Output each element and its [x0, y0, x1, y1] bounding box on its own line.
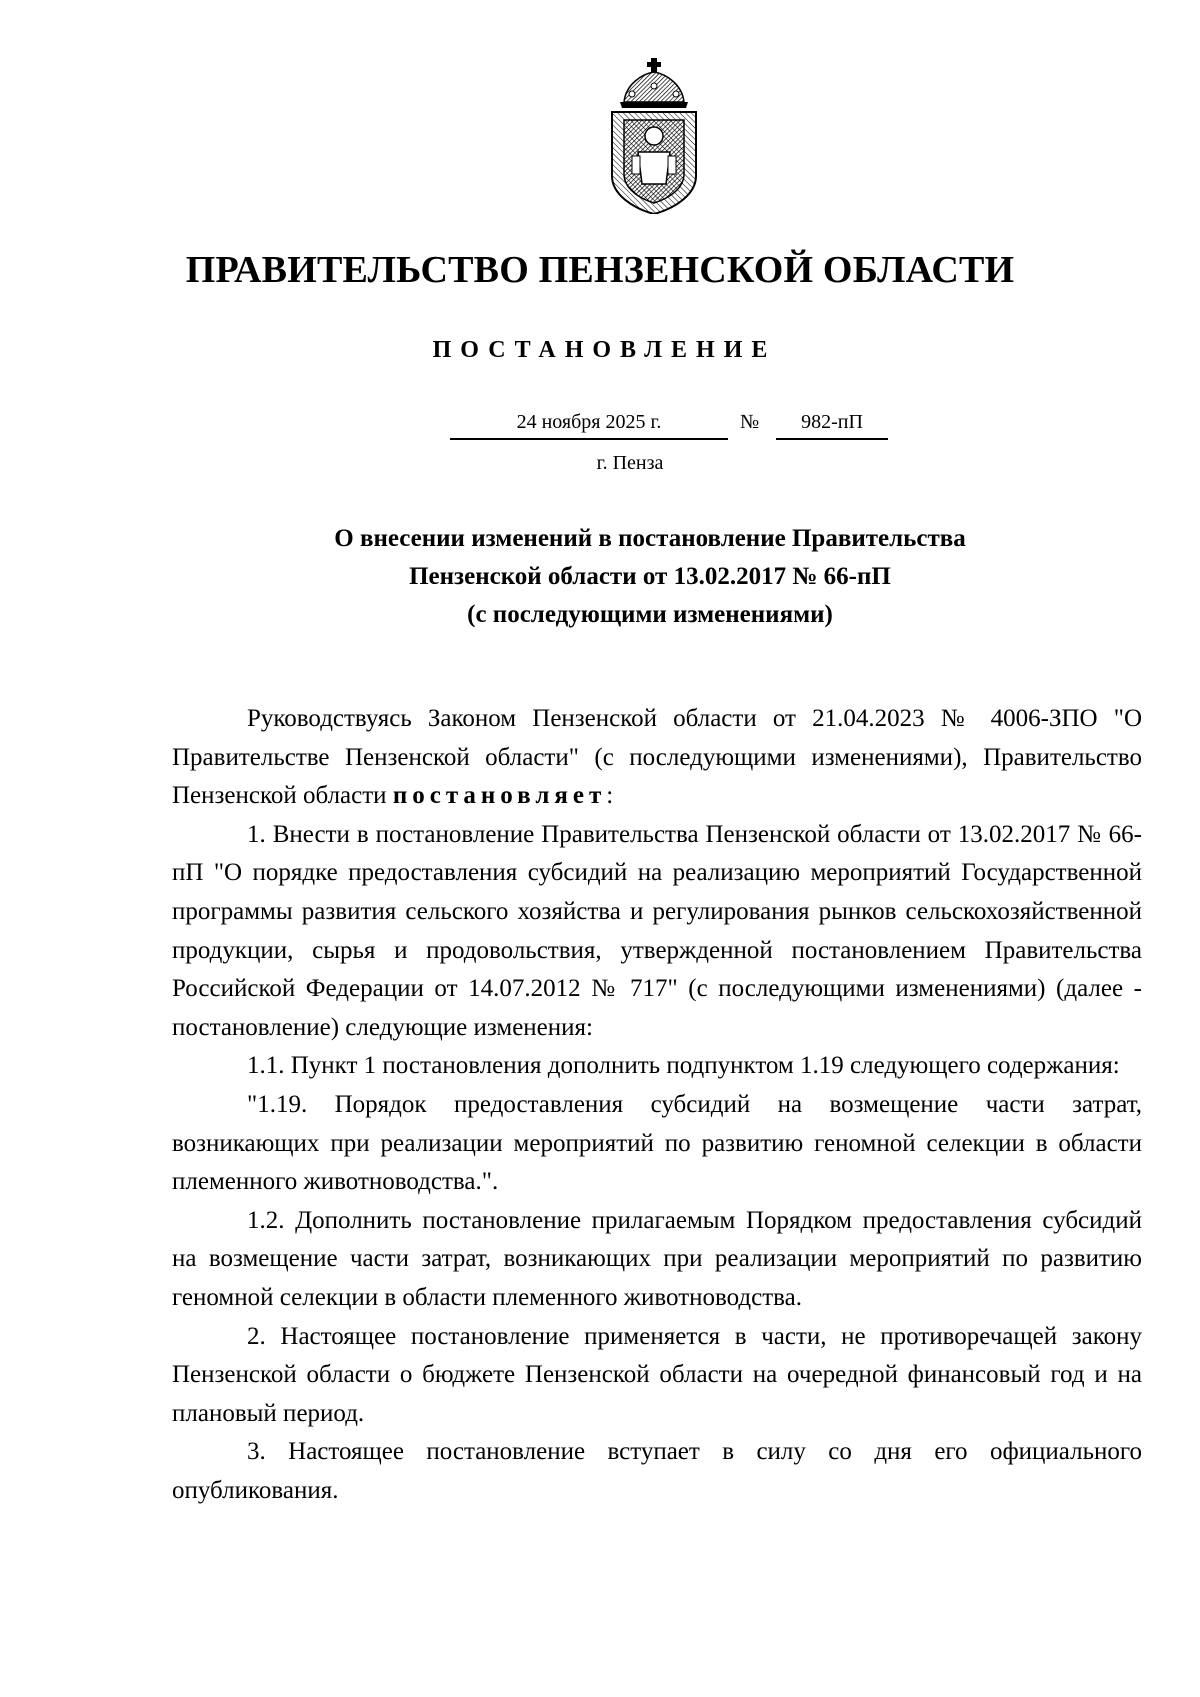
paragraph-1-1: 1.1. Пункт 1 постановления дополнить подпунктом 1.19 следующего содержания:	[247, 1052, 1120, 1080]
subject-line-1: О внесении изменений в постановление Правительства	[334, 525, 966, 552]
document-city: г. Пенза	[596, 452, 664, 474]
preamble-text: Руководствуясь Законом Пензенской области от 21.04.2023 № 4006-ЗПО "О Правительстве Пензенской области" (с последующими изменениями), Правительство Пензенской области	[172, 705, 1142, 810]
subject-line-3: (с последующими изменениями)	[467, 601, 833, 628]
paragraph-3: 3. Настоящее постановление вступает в силу со дня его официального опубликования.	[172, 1438, 1142, 1504]
document-number: 982-пП	[776, 410, 888, 440]
penza-region-coat-of-arms-icon	[602, 58, 706, 214]
preamble-keyword: постановляет	[392, 782, 607, 810]
paragraph-1-1-quote: "1.19. Порядок предоставления субсидий на возмещение части затрат, возникающих при реализации мероприятий по развитию геномной селекции в области племенного животноводства.".	[172, 1090, 1142, 1196]
document-subject	[220, 520, 1080, 634]
document-type: ПОСТАНОВЛЕНИЕ	[432, 337, 777, 363]
subject-line-2: Пензенской области от 13.02.2017 № 66-пП	[409, 563, 891, 590]
document-body	[172, 700, 1142, 1510]
government-title: ПРАВИТЕЛЬСТВО ПЕНЗЕНСКОЙ ОБЛАСТИ	[185, 249, 1015, 291]
preamble-paragraph	[172, 700, 1142, 816]
document-date: 24 ноября 2025 г.	[450, 410, 728, 440]
number-sign: №	[740, 411, 760, 433]
paragraph-1: 1. Внести в постановление Правительства Пензенской области от 13.02.2017 № 66-пП "О порядке предоставления субсидий на реализацию мероприятий Государственной программы развития сельского хозяйства и регулирования рынков сельскохозяйственной продукции, сырья и продовольствия, утвержденной постановлением Правительства Российской Федерации от 14.07.2012 № 717" (с последующими изменениями) (далее - постановление) следующие изменения:	[172, 820, 1142, 1041]
paragraph-2: 2. Настоящее постановление применяется в части, не противоречащей закону Пензенской области о бюджете Пензенской области на очередной финансовый год и на плановый период.	[172, 1322, 1142, 1427]
paragraph-1-2: 1.2. Дополнить постановление прилагаемым Порядком предоставления субсидий на возмещение части затрат, возникающих при реализации мероприятий по развитию геномной селекции в области племенного животноводства.	[172, 1206, 1142, 1311]
preamble-end: :	[606, 782, 614, 810]
